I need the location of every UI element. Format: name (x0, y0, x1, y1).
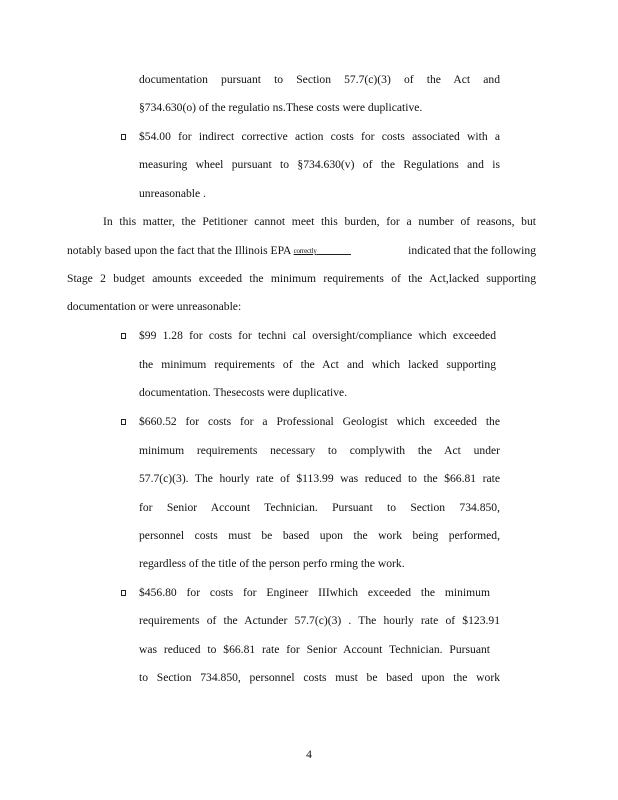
text-line: was reduced to $66.81 rate for Senior Account Technician. Pursuant (139, 643, 490, 656)
text-line: regardless of the title of the person perfo rming the work. (139, 557, 405, 570)
paragraph-line: documentation or were unreasonable: (67, 300, 242, 313)
text-line: personnel costs must be based upon the work being performed, (139, 529, 500, 542)
text-line: $99 1.28 for costs for techni cal oversight/compliance which exceeded (139, 329, 496, 342)
text-line: minimum requirements necessary to complywith the Act under (139, 444, 500, 457)
text-line: documentation pursuant to Section 57.7(c)(3) of the Act and (139, 73, 500, 86)
text-segment: indicated that the following (408, 244, 536, 257)
page-number: 4 (306, 748, 312, 761)
text-line: §734.630(o) of the regulatio ns.These costs were duplicative. (139, 101, 423, 114)
text-line: measuring wheel pursuant to §734.630(v) of the Regulations and is (139, 158, 500, 171)
bullet-icon (121, 333, 126, 339)
paragraph-line (67, 244, 536, 258)
text-line: the minimum requirements of the Act and which lacked supporting (139, 358, 496, 371)
text-line: unreasonable . (139, 187, 206, 200)
bullet-icon (121, 590, 126, 596)
text-line: 57.7(c)(3). The hourly rate of $113.99 was reduced to the $66.81 rate (139, 472, 500, 485)
text-line: documentation. Thesecosts were duplicative. (139, 386, 348, 399)
text-segment: notably based upon the fact that the Illinois EPA (67, 244, 291, 257)
text-line: for Senior Account Technician. Pursuant to Section 734.850, (139, 501, 500, 514)
bullet-icon (121, 134, 126, 140)
paragraph-line: In this matter, the Petitioner cannot meet this burden, for a number of reasons, but (103, 215, 536, 228)
text-line: to Section 734.850, personnel costs must be based upon the work (139, 671, 500, 684)
blank-line (317, 245, 351, 255)
text-line: $660.52 for costs for a Professional Geologist which exceeded the (139, 415, 500, 428)
bullet-icon (121, 419, 126, 425)
handwritten-insert: correctly (293, 247, 317, 255)
text-line: $456.80 for costs for Engineer IIIwhich exceeded the minimum (139, 586, 490, 599)
text-line: requirements of the Actunder 57.7(c)(3) . The hourly rate of $123.91 (139, 614, 500, 627)
text-line: $54.00 for indirect corrective action costs for costs associated with a (139, 130, 500, 143)
paragraph-line: Stage 2 budget amounts exceeded the minimum requirements of the Act,lacked supporting (67, 272, 536, 285)
